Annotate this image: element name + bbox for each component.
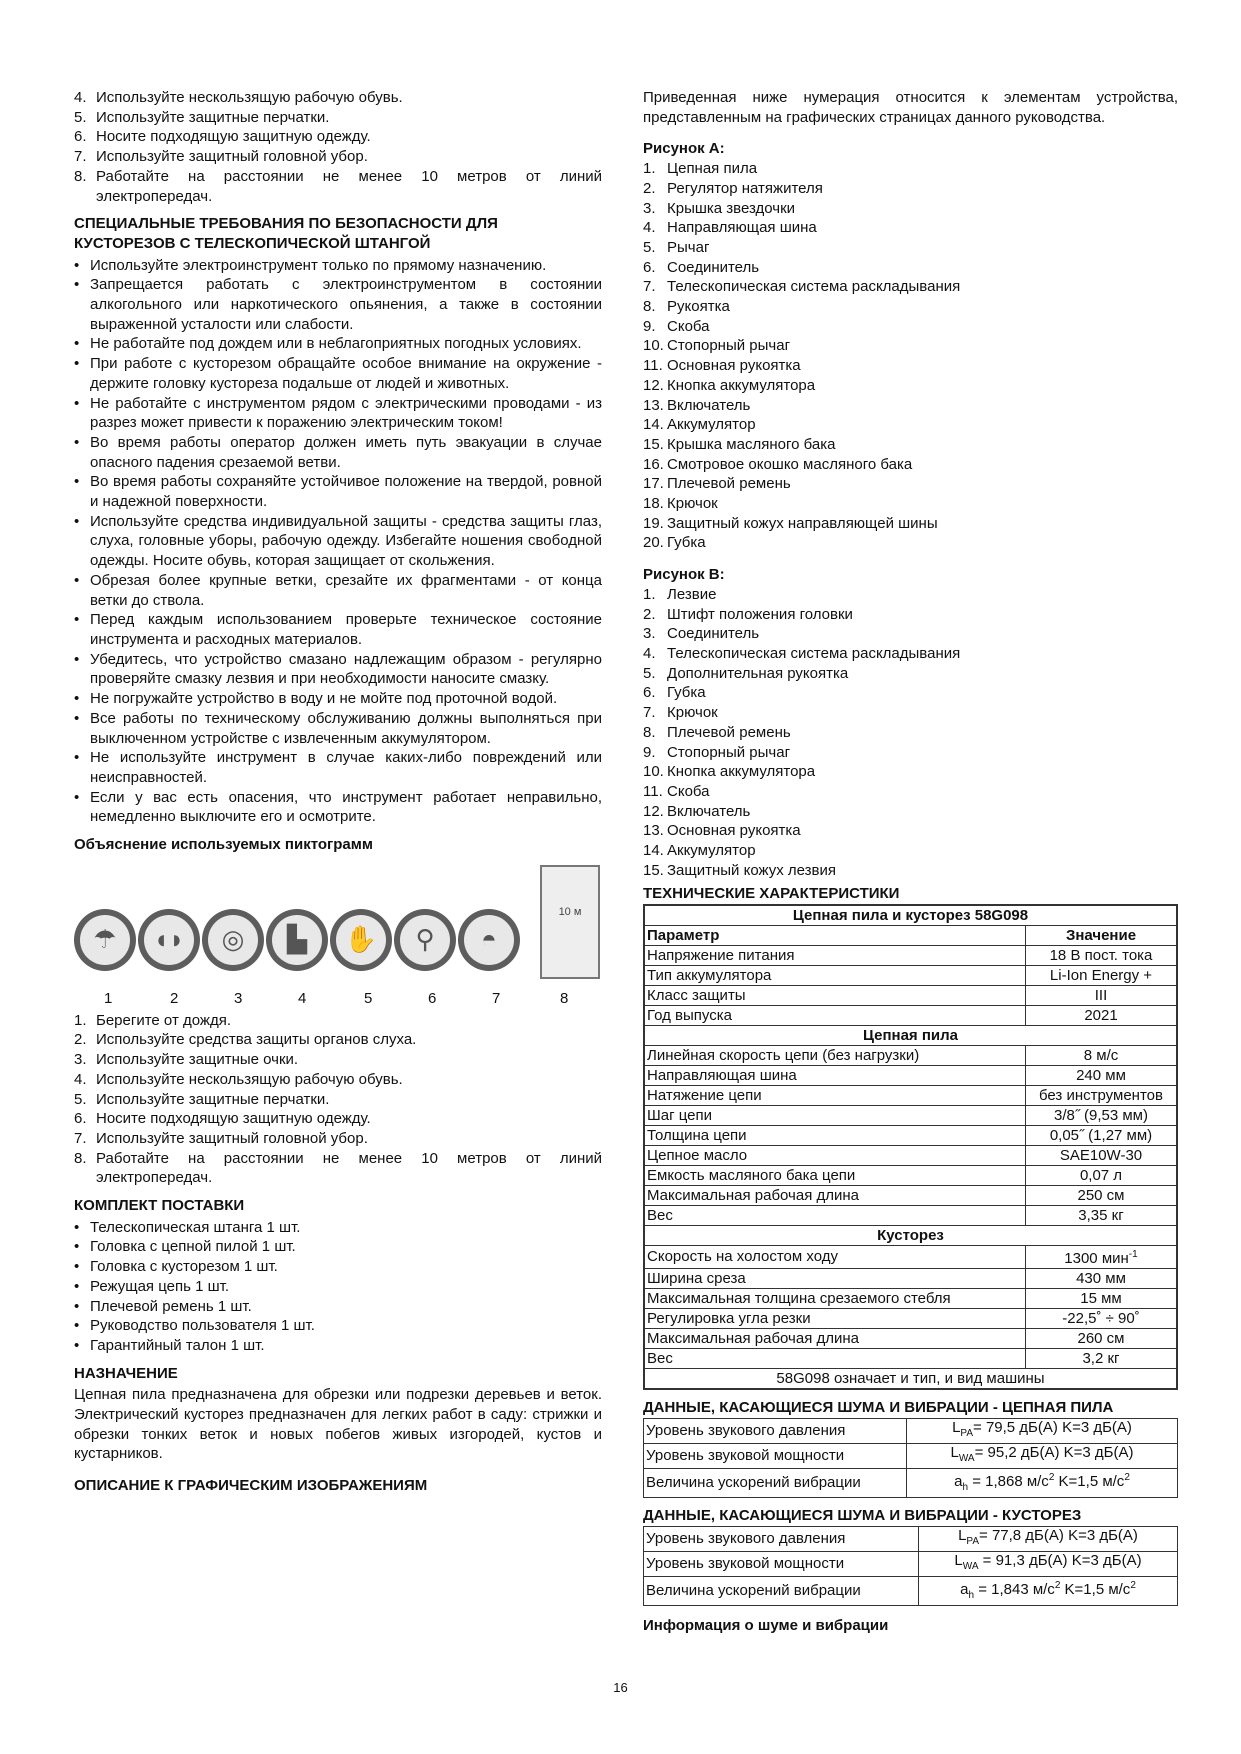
spec-saw-heading: Цепная пила <box>644 1026 1177 1046</box>
list-item: 12. Кнопка аккумулятора <box>643 376 816 394</box>
list-item: • Обрезая более крупные ветки, срезайте их фрагментами - от конца ветки до ствола. <box>74 571 602 609</box>
table-row: Емкость масляного бака цепи 0,07 л <box>644 1166 1177 1186</box>
list-item: 7. Крючок <box>643 704 718 722</box>
noise-saw-table <box>643 1418 1178 1498</box>
table-row: Максимальная рабочая длина 260 см <box>644 1329 1177 1349</box>
pictogram-list <box>74 1011 602 1188</box>
list-item: 2. Используйте средства защиты органов слуха. <box>74 1031 417 1049</box>
spec-col-param: Параметр <box>644 926 1026 946</box>
table-row: Линейная скорость цепи (без нагрузки) 8 м/с <box>644 1046 1177 1066</box>
table-row: Вес 3,2 кг <box>644 1349 1177 1369</box>
list-item: 1. Цепная пила <box>643 160 758 178</box>
table-row: Ширина среза 430 мм <box>644 1269 1177 1289</box>
list-item: • Головка с цепной пилой 1 шт. <box>74 1238 296 1256</box>
list-item: • Перед каждым использованием проверьте техническое состояние инструмента и расходных материалов. <box>74 611 602 648</box>
list-item: 6. Губка <box>643 684 706 702</box>
intro-text: Приведенная ниже нумерация относится к элементам устройства, представленным на графических страницах данного руководства. <box>643 89 1178 126</box>
spec-hedge-heading: Кусторез <box>644 1226 1177 1246</box>
list-item: 15. Крышка масляного бака <box>643 435 836 453</box>
list-item: 18. Крючок <box>643 495 718 513</box>
list-item: 12. Включатель <box>643 802 751 820</box>
spec-footer: 58G098 означает и тип, и вид машины <box>644 1369 1177 1390</box>
kit-list <box>74 1218 602 1356</box>
boots-icon: ▙ <box>266 909 328 971</box>
table-row: Год выпуска 2021 <box>644 1006 1177 1026</box>
gloves-icon: ✋ <box>330 909 392 971</box>
list-item: 5. Дополнительная рукоятка <box>643 664 849 682</box>
table-row: Шаг цепи 3/8˝ (9,53 мм) <box>644 1106 1177 1126</box>
table-row: Тип аккумулятора Li-Ion Energy + <box>644 966 1177 986</box>
list-item: • Используйте средства индивидуальной защиты - средства защиты глаз, слуха, головные уборы, рабочую одежду. Избегайте ношения свободной одежды. Носите обувь, которая защищает от скольжения. <box>74 512 602 570</box>
tech-heading: ТЕХНИЧЕСКИЕ ХАРАКТЕРИСТИКИ <box>643 885 900 903</box>
figure-b-heading: Рисунок B: <box>643 566 725 584</box>
list-item: • Все работы по техническому обслуживанию должны выполняться при выключенном устройстве с извлеченным аккумулятором. <box>74 709 602 747</box>
table-row: Уровень звуковой мощности $L_{WA}= 95,2$ дБ(A) K=3 дБ(A) <box>644 1443 1178 1468</box>
purpose-heading: НАЗНАЧЕНИЕ <box>74 1364 178 1382</box>
right-column <box>643 88 1178 1637</box>
special-bullets <box>74 256 602 827</box>
spec-col-value: Значение <box>1026 926 1178 946</box>
list-item: • Не работайте под дождем или в неблагоприятных погодных условиях. <box>74 335 582 353</box>
table-row: Максимальная рабочая длина 250 см <box>644 1186 1177 1206</box>
table-row: Уровень звукового давления $L_{PA}= 79,5$ дБ(A) K=3 дБ(A) <box>644 1418 1178 1443</box>
table-row: Вес 3,35 кг <box>644 1206 1177 1226</box>
table-row: Величина ускорений вибрации $a_h = 1,843$ $м/с^2$ K=1,5 $м/с^2$ <box>644 1576 1178 1605</box>
spec-title: Цепная пила и кусторез 58G098 <box>644 905 1177 926</box>
list-item: • Гарантийный талон 1 шт. <box>74 1336 265 1354</box>
list-item: • Используйте электроинструмент только по прямому назначению. <box>74 256 547 274</box>
list-item: 11. Скоба <box>643 782 710 800</box>
table-row: Цепное масло SAE10W-30 <box>644 1146 1177 1166</box>
list-item: 7. Используйте защитный головной убор. <box>74 148 368 166</box>
purpose-text: Цепная пила предназначена для обрезки или подрезки деревьев и веток. Электрический кусторез предназначен для легких работ в саду: стрижки и обрезки тонких веток и новых побегов живых изгородей, кустов и кустарников. <box>74 1386 602 1463</box>
table-row: Толщина цепи 0,05˝ (1,27 мм) <box>644 1126 1177 1146</box>
list-item: 4. Телескопическая система раскладывания <box>643 644 961 662</box>
list-item: 16. Смотровое окошко масляного бака <box>643 455 913 473</box>
noise-saw-heading: ДАННЫЕ, КАСАЮЩИЕСЯ ШУМА И ВИБРАЦИИ - ЦЕПНАЯ ПИЛА <box>643 1399 1114 1417</box>
power-line-distance-icon: 10 м <box>540 865 600 979</box>
list-item: 1. Лезвие <box>643 585 717 603</box>
noise-hedge-heading: ДАННЫЕ, КАСАЮЩИЕСЯ ШУМА И ВИБРАЦИИ - КУСТОРЕЗ <box>643 1506 1082 1524</box>
list-item: • Не погружайте устройство в воду и не мойте под проточной водой. <box>74 690 558 708</box>
table-row: Величина ускорений вибрации $a_h = 1,868$ $м/с^2$ K=1,5 $м/с^2$ <box>644 1468 1178 1497</box>
list-item: 2. Штифт положения головки <box>643 605 853 623</box>
list-item: 6. Носите подходящую защитную одежду. <box>74 128 371 146</box>
list-item: 3. Используйте защитные очки. <box>74 1051 299 1069</box>
figure-a-list <box>643 159 1178 553</box>
special-heading: СПЕЦИАЛЬНЫЕ ТРЕБОВАНИЯ ПО БЕЗОПАСНОСТИ ДЛЯ КУСТОРЕЗОВ С ТЕЛЕСКОПИЧЕСКОЙ ШТАНГОЙ <box>74 215 498 252</box>
list-item: 14. Аккумулятор <box>643 842 756 860</box>
table-row: Максимальная толщина срезаемого стебля 15 мм <box>644 1289 1177 1309</box>
list-item: 19. Защитный кожух направляющей шины <box>643 514 938 532</box>
list-item: 3. Крышка звездочки <box>643 199 796 217</box>
list-item: • Запрещается работать с электроинструментом в состоянии алкогольного или наркотического опьянения, а также в состоянии выраженной усталости или слабости. <box>74 276 602 333</box>
list-item: • Руководство пользователя 1 шт. <box>74 1317 315 1335</box>
list-item: 10. Кнопка аккумулятора <box>643 763 816 781</box>
info-heading: Информация о шуме и вибрации <box>643 1616 889 1634</box>
list-item: 3. Соединитель <box>643 625 760 643</box>
list-item: 9. Скоба <box>643 317 710 335</box>
list-item: 20. Губка <box>643 534 706 552</box>
list-item: 1. Берегите от дождя. <box>74 1011 231 1029</box>
left-column <box>74 88 602 1498</box>
list-item: • Плечевой ремень 1 шт. <box>74 1297 252 1315</box>
list-item: • Во время работы оператор должен иметь путь эвакуации в случае опасного падения срезаемой ветви. <box>74 433 602 471</box>
list-item: 7. Телескопическая система раскладывания <box>643 278 961 296</box>
helmet-icon: ◓ <box>458 909 520 971</box>
spec-table <box>643 904 1178 1390</box>
list-item: • Режущая цепь 1 шт. <box>74 1277 229 1295</box>
pictograms <box>74 861 602 1011</box>
list-item: 10. Стопорный рычаг <box>643 337 791 355</box>
no-rain-icon: ☂ <box>74 909 136 971</box>
list-item: 4. Направляющая шина <box>643 219 817 237</box>
list-item: 6. Носите подходящую защитную одежду. <box>74 1110 371 1128</box>
table-row: Натяжение цепи без инструментов <box>644 1086 1177 1106</box>
noise-hedge-table <box>643 1526 1178 1606</box>
table-row: Направляющая шина 240 мм <box>644 1066 1177 1086</box>
list-item: • Убедитесь, что устройство смазано надлежащим образом - регулярно проверяйте смазку лезвия и при необходимости наносите смазку. <box>74 650 602 688</box>
list-item: 4. Используйте нескользящую рабочую обувь. <box>74 1070 403 1088</box>
list-item: 8. Работайте на расстоянии не менее 10 метров от линий электропередач. <box>74 1149 602 1187</box>
list-item: • Во время работы сохраняйте устойчивое положение на твердой, ровной и надежной поверхности. <box>74 473 602 511</box>
list-item: • Головка с кусторезом 1 шт. <box>74 1258 278 1276</box>
list-item: 4. Используйте нескользящую рабочую обувь. <box>74 89 403 106</box>
list-item: 8. Работайте на расстоянии не менее 10 метров от линий электропередач. <box>74 167 602 205</box>
list-item: • Телескопическая штанга 1 шт. <box>74 1218 301 1236</box>
list-item: 9. Стопорный рычаг <box>643 743 791 761</box>
table-row: Класс защиты III <box>644 986 1177 1006</box>
ear-protection-icon: ◖◗ <box>138 909 200 971</box>
table-row: Уровень звуковой мощности $L_{WA} = 91,3$ дБ(A) K=3 дБ(A) <box>644 1551 1178 1576</box>
table-row: Регулировка угла резки -22,5˚ ÷ 90˚ <box>644 1309 1177 1329</box>
list-item: 6. Соединитель <box>643 258 760 276</box>
page-number: 16 <box>613 1680 628 1695</box>
table-row: Скорость на холостом ходу 1300 мин$^{-1}$ <box>644 1246 1177 1269</box>
list-item: 2. Регулятор натяжителя <box>643 179 823 197</box>
pictograms-heading: Объяснение используемых пиктограмм <box>74 836 373 854</box>
list-item: • При работе с кусторезом обращайте особое внимание на окружение - держите головку кустореза подальше от людей и животных. <box>74 355 602 392</box>
list-item: • Не используйте инструмент в случае каких-либо повреждений или неисправностей. <box>74 749 602 786</box>
list-item: 15. Защитный кожух лезвия <box>643 861 836 879</box>
list-item: • Не работайте с инструментом рядом с электрическими проводами - из разрез может привести к поражению электрическим током! <box>74 394 602 432</box>
list-item: 8. Рукоятка <box>643 298 730 316</box>
table-row: Уровень звукового давления $L_{PA}= 77,8$ дБ(A) K=3 дБ(A) <box>644 1526 1178 1551</box>
figure-a-heading: Рисунок A: <box>643 140 725 158</box>
list-item: 7. Используйте защитный головной убор. <box>74 1129 368 1147</box>
protective-clothing-icon: ⚲ <box>394 909 456 971</box>
list-item: 13. Основная рукоятка <box>643 822 801 840</box>
list-item: 5. Рычаг <box>643 238 710 256</box>
pictogram-numbers: 1 2 3 4 5 6 7 8 <box>104 989 569 1007</box>
list-item: 5. Используйте защитные перчатки. <box>74 1090 330 1108</box>
kit-heading: КОМПЛЕКТ ПОСТАВКИ <box>74 1197 245 1215</box>
list-item: 13. Включатель <box>643 396 751 414</box>
list-item: 11. Основная рукоятка <box>643 357 801 375</box>
list-item: 17. Плечевой ремень <box>643 475 791 493</box>
list-item: 8. Плечевой ремень <box>643 723 791 741</box>
list-item: 14. Аккумулятор <box>643 416 756 434</box>
safety-list-top <box>74 88 602 206</box>
graphics-heading: ОПИСАНИЕ К ГРАФИЧЕСКИМ ИЗОБРАЖЕНИЯМ <box>74 1477 428 1495</box>
list-item: • Если у вас есть опасения, что инструмент работает неправильно, немедленно выключите его и осмотрите. <box>74 788 602 826</box>
list-item: 5. Используйте защитные перчатки. <box>74 108 330 126</box>
goggles-icon: ◎ <box>202 909 264 971</box>
figure-b-list <box>643 585 1178 881</box>
table-row: Напряжение питания 18 В пост. тока <box>644 946 1177 966</box>
